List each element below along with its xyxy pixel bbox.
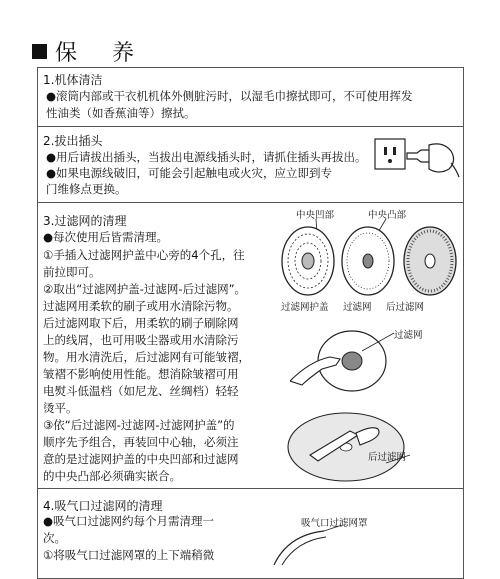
page-heading [32, 36, 148, 67]
label-center-concave: 中央凹部 [296, 210, 335, 221]
section-3-line-5: 过滤网用柔软的刷子或用水清除污物。 [43, 299, 239, 313]
section-4 [37, 489, 464, 579]
section-3 [37, 203, 464, 489]
section-2-line-1: ●用后请拔出插头，当拔出电源线插头时，请抓住插头再拔出。 [46, 150, 367, 164]
heading-square-icon [32, 44, 47, 59]
section-3-line-9: 皱褶不影响使用性能。想消除皱褶可用 [43, 367, 239, 381]
section-1-line-2: 性油类（如香蕉油等）擦拭。 [46, 106, 196, 120]
unplug-illustration [371, 133, 461, 178]
section-2-line-2: ●如果电源线破旧，可能会引起触电或火灾，应立即到专 [46, 166, 333, 180]
label-intake-cover: 吸气口过滤网罩 [301, 518, 368, 529]
section-3-title: 3.过滤网的清理 [43, 214, 127, 228]
heading-text: 保 养 [55, 41, 148, 66]
label-filter: 过滤网 [343, 302, 372, 313]
section-3-line-11: 烫平。 [43, 401, 78, 415]
section-2 [37, 127, 464, 203]
label-rear-filter-2: 后过滤网 [368, 452, 407, 463]
label-rear-filter: 后过滤网 [386, 302, 425, 313]
label-center-convex: 中央凸部 [368, 210, 407, 221]
brush-cleaning-illustration [286, 403, 416, 485]
section-3-line-3: 前拉即可。 [43, 265, 101, 279]
section-4-line-1: ●吸气口过滤网约每个月需清理一 [43, 514, 215, 528]
section-3-line-8: 物。用水清洗后，后过滤网有可能皱褶， [43, 350, 250, 364]
section-4-line-3: ①将吸气口过滤网罩的上下端稍微 [43, 548, 215, 562]
section-3-line-15: 的中央凸部必须确实嵌合。 [43, 469, 181, 483]
section-3-line-1: ●每次使用后皆需清理。 [43, 230, 169, 244]
section-3-line-12: ③依“后过滤网-过滤网-过滤网护盖”的 [43, 418, 235, 432]
section-3-line-7: 上的线屑，也可用吸尘器或用水清除污 [43, 333, 239, 347]
section-3-line-2: ①手插入过滤网护盖中心旁的4个孔，往 [43, 248, 245, 262]
label-filter-cover: 过滤网护盖 [281, 302, 329, 313]
section-1-line-1: ●滚筒内部或干衣机机体外侧脏污时，以湿毛巾擦拭即可，不可使用挥发 [46, 89, 413, 103]
section-4-line-2: 次。 [43, 531, 66, 545]
filter-parts-illustration [274, 219, 462, 299]
section-3-line-10: 电熨斗低温档（如尼龙、丝绸档）轻轻 [43, 384, 239, 398]
section-1 [37, 67, 464, 127]
section-3-line-6: 后过滤网取下后，用柔软的刷子刷除网 [43, 316, 239, 330]
section-3-line-4: ②取出“过滤网护盖-过滤网-后过滤网”。 [43, 282, 247, 296]
section-3-line-14: 意的是过滤网护盖的中央凹部和过滤网 [43, 452, 239, 466]
filter-removal-illustration [290, 321, 400, 401]
section-2-line-3: 门维修点更换。 [46, 182, 127, 196]
label-filter-2: 过滤网 [394, 330, 423, 341]
section-4-title: 4.吸气口过滤网的清理 [43, 499, 163, 513]
section-3-line-13: 顺序先予组合，再装回中心轴，必须注 [43, 435, 239, 449]
section-2-title: 2.拔出插头 [43, 134, 103, 148]
section-1-title: 1.机体清洁 [43, 73, 103, 87]
intake-filter-illustration [264, 525, 384, 565]
